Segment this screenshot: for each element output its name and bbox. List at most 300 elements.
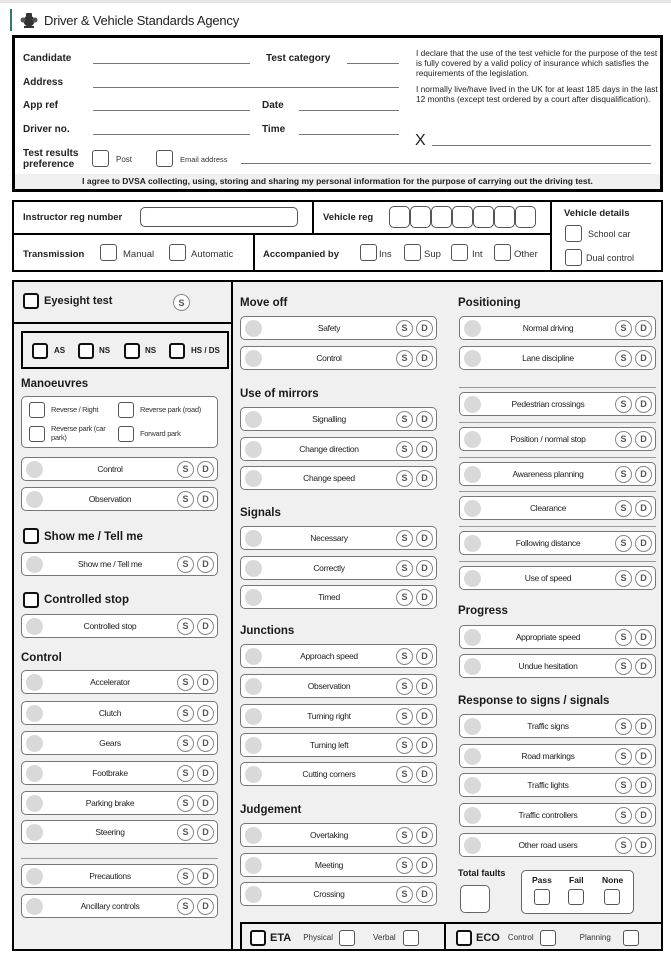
serious-fault-button[interactable]: S [396, 886, 413, 903]
fault-row-use-of-speed[interactable]: Use of speed S D [459, 566, 656, 590]
serious-fault-button[interactable]: S [396, 827, 413, 844]
test-category-field[interactable] [347, 63, 399, 64]
show-me-checkbox[interactable] [23, 528, 39, 544]
fault-row-ancillary-controls[interactable]: Ancillary controls S D [21, 894, 218, 918]
fault-row-junctions-cutting-corners[interactable]: Cutting corners S D [240, 762, 437, 786]
dangerous-fault-button[interactable]: D [635, 718, 652, 735]
dangerous-fault-button[interactable]: D [197, 491, 214, 508]
reverse-park-car-park-checkbox[interactable] [29, 426, 45, 442]
serious-fault-button[interactable]: S [396, 708, 413, 725]
dangerous-fault-button[interactable]: D [635, 748, 652, 765]
section-divider [21, 858, 218, 859]
fault-indicator[interactable] [26, 868, 43, 885]
serious-fault-button[interactable]: S [615, 837, 632, 854]
fault-indicator[interactable] [464, 535, 481, 552]
fault-indicator[interactable] [245, 441, 262, 458]
dangerous-fault-button[interactable]: D [416, 648, 433, 665]
date-field[interactable] [299, 110, 399, 111]
eco-control-checkbox[interactable] [540, 930, 556, 946]
fault-indicator[interactable] [245, 470, 262, 487]
manual-checkbox[interactable] [100, 244, 117, 261]
eta-physical-label: Physical [303, 933, 333, 942]
dangerous-fault-button[interactable]: D [635, 807, 652, 824]
vehicle-reg-char-box[interactable] [431, 206, 452, 228]
dangerous-fault-button[interactable]: D [635, 466, 652, 483]
top-bar [0, 0, 671, 3]
serious-fault-button[interactable]: S [615, 629, 632, 646]
date-label: Date [262, 100, 284, 111]
fault-row-following-distance[interactable]: Following distance S D [459, 531, 656, 555]
dangerous-fault-button[interactable]: D [416, 766, 433, 783]
section-divider [459, 561, 656, 562]
serious-fault-button[interactable]: S [177, 824, 194, 841]
fault-row-road-markings[interactable]: Road markings S D [459, 744, 656, 768]
fault-row-steering[interactable]: Steering S D [21, 820, 218, 844]
fault-row-clearance[interactable]: Clearance S D [459, 496, 656, 520]
junctions-title: Junctions [240, 625, 295, 637]
serious-fault-button[interactable]: S [177, 735, 194, 752]
fault-indicator[interactable] [26, 491, 43, 508]
pass-label: Pass [532, 875, 552, 885]
ns-checkbox-1[interactable] [78, 343, 94, 359]
insurance-declaration: I declare that the use of the test vehicle for the purpose of the test is fully covered by a valid policy of insurance which satisfies the requirements of the legislation. [416, 48, 658, 78]
serious-fault-button[interactable]: S [615, 500, 632, 517]
instructor-reg-input[interactable] [140, 207, 298, 227]
dangerous-fault-button[interactable]: D [197, 795, 214, 812]
fault-row-traffic-lights[interactable]: Traffic lights S D [459, 773, 656, 797]
fault-indicator[interactable] [245, 648, 262, 665]
total-faults-label: Total faults [458, 868, 506, 878]
fault-indicator[interactable] [464, 777, 481, 794]
fault-indicator[interactable] [245, 766, 262, 783]
dangerous-fault-button[interactable]: D [635, 629, 652, 646]
serious-fault-button[interactable]: S [177, 674, 194, 691]
serious-fault-button[interactable]: S [177, 618, 194, 635]
vehicle-reg-char-box[interactable] [473, 206, 494, 228]
serious-fault-button[interactable]: S [615, 431, 632, 448]
vehicle-details-cell [552, 202, 661, 270]
ins-label: Ins [379, 249, 392, 260]
serious-fault-button[interactable]: S [177, 705, 194, 722]
fault-row-manoeuvre-observation[interactable]: Observation S D [21, 487, 218, 511]
dangerous-fault-button[interactable]: D [635, 535, 652, 552]
dangerous-fault-button[interactable]: D [416, 708, 433, 725]
eco-label: ECO [476, 931, 500, 944]
serious-fault-button[interactable]: S [177, 461, 194, 478]
serious-fault-button[interactable]: S [615, 535, 632, 552]
time-field[interactable] [299, 134, 399, 135]
serious-fault-button[interactable]: S [396, 560, 413, 577]
dangerous-fault-button[interactable]: D [197, 735, 214, 752]
fault-indicator[interactable] [245, 589, 262, 606]
eco-planning-label: Planning [579, 933, 611, 942]
school-car-label: School car [588, 229, 631, 239]
mirrors-title: Use of mirrors [240, 388, 319, 400]
fault-row-pedestrian-crossings[interactable]: Pedestrian crossings S D [459, 392, 656, 416]
dangerous-fault-button[interactable]: D [416, 737, 433, 754]
fault-indicator[interactable] [245, 886, 262, 903]
candidate-label: Candidate [23, 53, 72, 64]
section-divider [459, 457, 656, 458]
royal-crest-icon [20, 11, 38, 29]
address-field[interactable] [93, 87, 399, 88]
fault-row-manoeuvre-control[interactable]: Control S D [21, 457, 218, 481]
response-title: Response to signs / signals [458, 695, 610, 707]
fault-indicator[interactable] [26, 461, 43, 478]
dangerous-fault-button[interactable]: D [635, 431, 652, 448]
manual-label: Manual [123, 249, 155, 260]
accompanied-cell [255, 235, 552, 270]
candidate-field[interactable] [93, 63, 250, 64]
dangerous-fault-button[interactable]: D [197, 618, 214, 635]
forward-park-checkbox[interactable] [118, 426, 134, 442]
dangerous-fault-button[interactable]: D [635, 500, 652, 517]
fault-indicator[interactable] [464, 748, 481, 765]
eta-verbal-checkbox[interactable] [403, 930, 419, 946]
fault-row-move-off-control[interactable]: Control S D [240, 346, 437, 370]
fault-indicator[interactable] [245, 560, 262, 577]
vehicle-details-label: Vehicle details [564, 208, 630, 219]
fault-row-mirrors-signalling[interactable]: Signalling S D [240, 407, 437, 431]
controlled-stop-title: Controlled stop [44, 594, 129, 606]
eyesight-checkbox[interactable] [23, 293, 39, 309]
ins-checkbox[interactable] [360, 244, 377, 261]
app-ref-label: App ref [23, 100, 58, 111]
fault-row-awareness-planning[interactable]: Awareness planning S D [459, 462, 656, 486]
fault-indicator[interactable] [464, 718, 481, 735]
hs-ds-checkbox[interactable] [169, 343, 185, 359]
accompanied-label: Accompanied by [263, 249, 340, 260]
fault-indicator[interactable] [464, 629, 481, 646]
signals-title: Signals [240, 507, 281, 519]
eco-planning-checkbox[interactable] [623, 930, 639, 946]
fault-indicator[interactable] [245, 320, 262, 337]
fault-row-other-road-users[interactable]: Other road users S D [459, 833, 656, 857]
eco-checkbox[interactable] [456, 930, 472, 946]
fault-row-normal-driving[interactable]: Normal driving S D [459, 316, 656, 340]
vehicle-reg-char-box[interactable] [410, 206, 431, 228]
serious-fault-button[interactable]: S [615, 570, 632, 587]
fault-row-judgement-crossing[interactable]: Crossing S D [240, 882, 437, 906]
total-faults-input[interactable] [460, 885, 490, 913]
fault-indicator[interactable] [245, 678, 262, 695]
eta-verbal-label: Verbal [372, 933, 396, 942]
fault-row-controlled-stop[interactable]: Controlled stop S D [21, 614, 218, 638]
dangerous-fault-button[interactable]: D [416, 411, 433, 428]
fail-checkbox[interactable] [568, 889, 584, 905]
fault-indicator[interactable] [464, 837, 481, 854]
serious-fault-button[interactable]: S [177, 491, 194, 508]
email-label: Email address [180, 155, 228, 164]
fault-row-parking-brake[interactable]: Parking brake S D [21, 791, 218, 815]
serious-fault-button[interactable]: S [615, 718, 632, 735]
serious-fault-button[interactable]: S [615, 807, 632, 824]
eyesight-serious-mark[interactable]: S [173, 294, 190, 311]
email-checkbox[interactable] [156, 150, 173, 167]
eco-control-label: Control [507, 933, 534, 942]
fault-indicator[interactable] [464, 320, 481, 337]
fault-indicator[interactable] [26, 824, 43, 841]
declaration-text [416, 48, 660, 110]
automatic-label: Automatic [191, 249, 234, 260]
dangerous-fault-button[interactable]: D [416, 857, 433, 874]
sup-checkbox[interactable] [404, 244, 421, 261]
fault-row-gears[interactable]: Gears S D [21, 731, 218, 755]
none-checkbox[interactable] [604, 889, 620, 905]
serious-fault-button[interactable]: S [396, 350, 413, 367]
fault-row-mirrors-change-speed[interactable]: Change speed S D [240, 466, 437, 490]
dangerous-fault-button[interactable]: D [635, 837, 652, 854]
fault-row-clutch[interactable]: Clutch S D [21, 701, 218, 725]
instructor-reg-cell [14, 202, 314, 235]
fault-row-signals-necessary[interactable]: Necessary S D [240, 526, 437, 550]
dangerous-fault-button[interactable]: D [416, 320, 433, 337]
dangerous-fault-button[interactable]: D [416, 827, 433, 844]
other-label: Other [514, 249, 538, 260]
signature-mark: X [415, 132, 426, 149]
fault-indicator[interactable] [245, 350, 262, 367]
vehicle-section [12, 200, 663, 272]
dangerous-fault-button[interactable]: D [416, 470, 433, 487]
serious-fault-button[interactable]: S [396, 530, 413, 547]
vehicle-reg-char-box[interactable] [515, 206, 536, 228]
sup-label: Sup [424, 249, 441, 260]
serious-fault-button[interactable]: S [615, 396, 632, 413]
fault-indicator[interactable] [26, 898, 43, 915]
ns-label-1: NS [99, 346, 111, 355]
dangerous-fault-button[interactable]: D [197, 556, 214, 573]
positioning-title: Positioning [458, 297, 521, 309]
dangerous-fault-button[interactable]: D [197, 824, 214, 841]
fault-indicator[interactable] [26, 618, 43, 635]
dangerous-fault-button[interactable]: D [197, 461, 214, 478]
serious-fault-button[interactable]: S [615, 466, 632, 483]
fault-indicator[interactable] [464, 396, 481, 413]
fault-indicator[interactable] [245, 827, 262, 844]
section-divider [459, 526, 656, 527]
agency-name: Driver & Vehicle Standards Agency [44, 12, 240, 28]
dangerous-fault-button[interactable]: D [635, 658, 652, 675]
reverse-park-road-checkbox[interactable] [118, 402, 134, 418]
fault-indicator[interactable] [26, 556, 43, 573]
eta-section [240, 922, 446, 951]
assessment-grid [12, 280, 663, 951]
fault-indicator[interactable] [464, 350, 481, 367]
serious-fault-button[interactable]: S [396, 441, 413, 458]
move-off-title: Move off [240, 297, 288, 309]
hs-ds-label: HS / DS [191, 346, 220, 355]
dangerous-fault-button[interactable]: D [197, 765, 214, 782]
forward-park-label: Forward park [140, 429, 181, 438]
fault-indicator[interactable] [464, 807, 481, 824]
fault-indicator[interactable] [245, 708, 262, 725]
fail-label: Fail [569, 875, 584, 885]
fault-row-precautions[interactable]: Precautions S D [21, 864, 218, 888]
section-divider [459, 387, 656, 388]
ns-checkbox-2[interactable] [124, 343, 140, 359]
fault-row-junctions-turning-left[interactable]: Turning left S D [240, 733, 437, 757]
candidate-section [12, 35, 663, 192]
fault-row-signals-timed[interactable]: Timed S D [240, 585, 437, 609]
show-me-title: Show me / Tell me [44, 531, 143, 543]
fault-row-traffic-signs[interactable]: Traffic signs S D [459, 714, 656, 738]
fault-indicator[interactable] [464, 466, 481, 483]
fault-indicator[interactable] [26, 735, 43, 752]
email-address-field[interactable] [241, 163, 651, 164]
serious-fault-button[interactable]: S [396, 857, 413, 874]
serious-fault-button[interactable]: S [396, 678, 413, 695]
fault-row-lane-discipline[interactable]: Lane discipline S D [459, 346, 656, 370]
post-label: Post [116, 155, 133, 164]
fault-indicator[interactable] [26, 674, 43, 691]
fault-indicator[interactable] [26, 795, 43, 812]
dual-control-checkbox[interactable] [565, 249, 582, 266]
eyesight-test-cell [14, 282, 233, 324]
fault-indicator[interactable] [26, 705, 43, 722]
eyesight-label: Eyesight test [44, 295, 113, 307]
section-divider [459, 491, 656, 492]
dangerous-fault-button[interactable]: D [635, 396, 652, 413]
fault-row-position-normal-stop[interactable]: Position / normal stop S D [459, 427, 656, 451]
ns-label-2: NS [145, 346, 157, 355]
dangerous-fault-button[interactable]: D [416, 589, 433, 606]
reverse-park-road-label: Reverse park (road) [140, 405, 201, 414]
dangerous-fault-button[interactable]: D [416, 678, 433, 695]
vehicle-reg-input[interactable] [389, 206, 536, 228]
driver-no-field[interactable] [93, 134, 250, 135]
fault-indicator[interactable] [464, 658, 481, 675]
fault-indicator[interactable] [245, 411, 262, 428]
test-category-label: Test category [266, 53, 331, 64]
serious-fault-button[interactable]: S [615, 777, 632, 794]
vehicle-reg-char-box[interactable] [452, 206, 473, 228]
tell-me-options [21, 331, 229, 369]
signature-field[interactable] [432, 145, 651, 146]
as-checkbox[interactable] [32, 343, 48, 359]
fault-row-junctions-turning-right[interactable]: Turning right S D [240, 704, 437, 728]
fault-row-judgement-meeting[interactable]: Meeting S D [240, 853, 437, 877]
progress-title: Progress [458, 605, 508, 617]
serious-fault-button[interactable]: S [615, 748, 632, 765]
serious-fault-button[interactable]: S [177, 868, 194, 885]
manoeuvre-options [21, 396, 218, 448]
dual-control-label: Dual control [586, 253, 635, 263]
transmission-cell [14, 235, 255, 270]
automatic-checkbox[interactable] [169, 244, 186, 261]
serious-fault-button[interactable]: S [396, 737, 413, 754]
vehicle-reg-char-box[interactable] [494, 206, 515, 228]
serious-fault-button[interactable]: S [177, 765, 194, 782]
serious-fault-button[interactable]: S [396, 320, 413, 337]
reverse-right-checkbox[interactable] [29, 402, 45, 418]
serious-fault-button[interactable]: S [615, 658, 632, 675]
residency-declaration: I normally live/have lived in the UK for at least 185 days in the last 12 months (except test ordered by a court after disqualification). [416, 84, 658, 104]
test-results-preference-label: Test results preference [23, 148, 79, 170]
fault-indicator[interactable] [245, 530, 262, 547]
dangerous-fault-button[interactable]: D [416, 441, 433, 458]
vehicle-reg-char-box[interactable] [389, 206, 410, 228]
post-checkbox[interactable] [92, 150, 109, 167]
eta-physical-checkbox[interactable] [339, 930, 355, 946]
fault-row-undue-hesitation[interactable]: Undue hesitation S D [459, 654, 656, 678]
serious-fault-button[interactable]: S [396, 589, 413, 606]
fault-row-appropriate-speed[interactable]: Appropriate speed S D [459, 625, 656, 649]
none-label: None [602, 875, 624, 885]
pass-checkbox[interactable] [534, 889, 550, 905]
as-label: AS [54, 346, 66, 355]
fault-indicator[interactable] [245, 857, 262, 874]
dangerous-fault-button[interactable]: D [416, 886, 433, 903]
address-label: Address [23, 77, 64, 88]
judgement-title: Judgement [240, 804, 302, 816]
fault-row-judgement-overtaking[interactable]: Overtaking S D [240, 823, 437, 847]
school-car-checkbox[interactable] [565, 225, 582, 242]
serious-fault-button[interactable]: S [396, 766, 413, 783]
instructor-reg-label: Instructor reg number [23, 212, 123, 223]
serious-fault-button[interactable]: S [177, 898, 194, 915]
dangerous-fault-button[interactable]: D [197, 705, 214, 722]
fault-indicator[interactable] [464, 500, 481, 517]
vehicle-reg-cell [314, 202, 552, 235]
controlled-stop-checkbox[interactable] [23, 592, 39, 608]
dangerous-fault-button[interactable]: D [635, 320, 652, 337]
header [10, 9, 239, 31]
dangerous-fault-button[interactable]: D [197, 898, 214, 915]
control-title: Control [21, 652, 62, 664]
fault-indicator[interactable] [464, 431, 481, 448]
int-label: Int [472, 249, 483, 260]
dangerous-fault-button[interactable]: D [416, 530, 433, 547]
fault-row-traffic-controllers[interactable]: Traffic controllers S D [459, 803, 656, 827]
section-divider [459, 422, 656, 423]
transmission-label: Transmission [23, 249, 85, 260]
app-ref-field[interactable] [93, 110, 250, 111]
fault-row-show-me[interactable]: Show me / Tell me S D [21, 552, 218, 576]
vehicle-reg-label: Vehicle reg [323, 212, 374, 223]
fault-indicator[interactable] [26, 765, 43, 782]
other-checkbox[interactable] [494, 244, 511, 261]
eta-checkbox[interactable] [250, 930, 266, 946]
dangerous-fault-button[interactable]: D [197, 868, 214, 885]
fault-row-junctions-approach-speed[interactable]: Approach speed S D [240, 644, 437, 668]
fault-row-mirrors-change-direction[interactable]: Change direction S D [240, 437, 437, 461]
dangerous-fault-button[interactable]: D [635, 570, 652, 587]
dangerous-fault-button[interactable]: D [416, 560, 433, 577]
dangerous-fault-button[interactable]: D [197, 674, 214, 691]
fault-row-accelerator[interactable]: Accelerator S D [21, 670, 218, 694]
serious-fault-button[interactable]: S [615, 320, 632, 337]
serious-fault-button[interactable]: S [177, 556, 194, 573]
dangerous-fault-button[interactable]: D [416, 350, 433, 367]
dangerous-fault-button[interactable]: D [635, 350, 652, 367]
eco-section [446, 922, 661, 951]
fault-indicator[interactable] [245, 737, 262, 754]
manoeuvres-title: Manoeuvres [21, 378, 89, 390]
fault-row-move-off-safety[interactable]: Safety S D [240, 316, 437, 340]
fault-indicator[interactable] [464, 570, 481, 587]
fault-row-signals-correctly[interactable]: Correctly S D [240, 556, 437, 580]
fault-row-footbrake[interactable]: Footbrake S D [21, 761, 218, 785]
int-checkbox[interactable] [451, 244, 468, 261]
serious-fault-button[interactable]: S [177, 795, 194, 812]
serious-fault-button[interactable]: S [396, 470, 413, 487]
fault-row-junctions-observation[interactable]: Observation S D [240, 674, 437, 698]
serious-fault-button[interactable]: S [396, 648, 413, 665]
dangerous-fault-button[interactable]: D [635, 777, 652, 794]
serious-fault-button[interactable]: S [396, 411, 413, 428]
serious-fault-button[interactable]: S [615, 350, 632, 367]
eta-label: ETA [270, 931, 292, 944]
